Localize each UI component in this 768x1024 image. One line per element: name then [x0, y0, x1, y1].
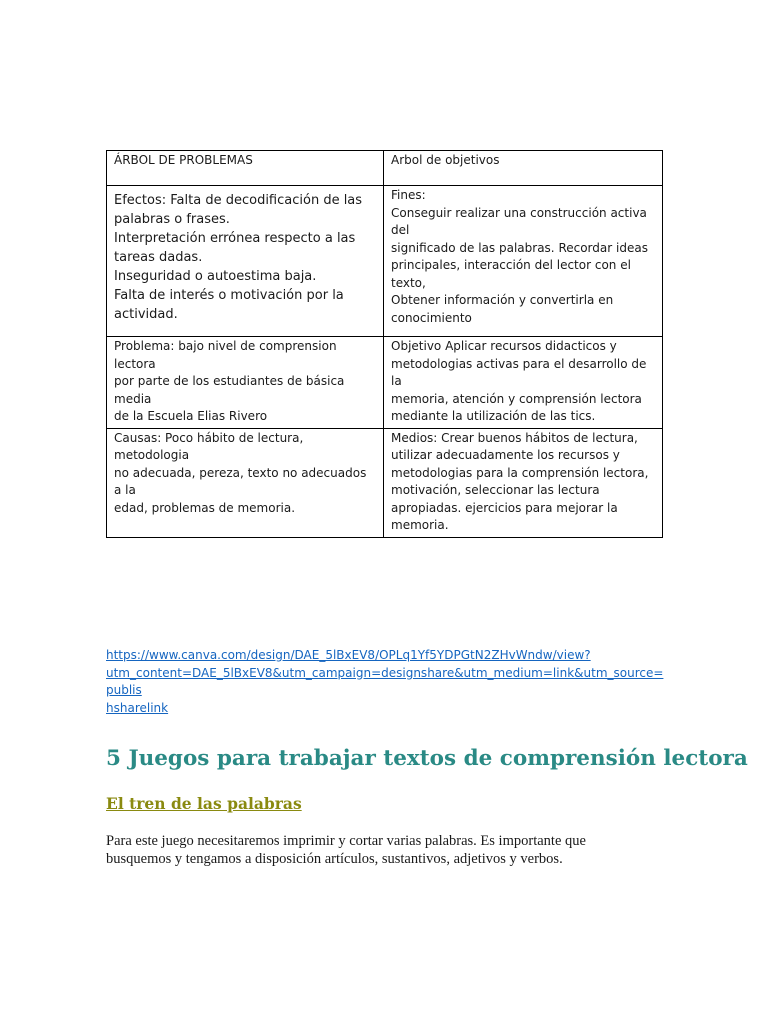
effects-line: Falta de interés o motivación por la [114, 288, 344, 303]
effects-line: Efectos: Falta de decodificación de las [114, 193, 363, 208]
table-row-causes [107, 428, 663, 537]
causes-line: edad, problemas de memoria. [114, 500, 296, 515]
header-cell-objectives: Arbol de objetivos [384, 151, 663, 186]
objective-line: metodologias activas para el desarrollo de la [391, 356, 647, 388]
ends-line: significado de las palabras. Recordar ideas [391, 240, 648, 255]
effects-line: Interpretación errónea respecto a las [114, 231, 356, 246]
canva-design-link[interactable] [106, 647, 666, 717]
section-heading: 5 Juegos para trabajar textos de comprensión lectora [106, 746, 748, 771]
ends-line: principales, interacción del lector con el texto, [391, 258, 631, 290]
effects-line: Inseguridad o autoestima baja. [114, 269, 317, 284]
paragraph-line: busquemos y tengamos a disposición artículos, sustantivos, adjetivos y verbos. [106, 851, 563, 867]
effects-cell [107, 186, 384, 337]
ends-line: Conseguir realizar una construcción activa del [391, 205, 647, 237]
problem-tree-table [106, 150, 663, 538]
problem-cell [107, 337, 384, 429]
table-row-effects [107, 186, 663, 337]
means-line: apropiadas. ejercicios para mejorar la [391, 500, 618, 515]
objective-line: memoria, atención y comprensión lectora [391, 391, 642, 406]
means-line: Medios: Crear buenos hábitos de lectura, [391, 430, 638, 445]
ends-cell [384, 186, 663, 337]
means-line: memoria. [391, 518, 449, 532]
ends-line: conocimiento [391, 310, 472, 325]
link-line[interactable]: https://www.canva.com/design/DAE_5lBxEV8/OPLq1Yf5YDPGtN2ZHvWndw/view? [106, 648, 591, 662]
causes-line: Causas: Poco hábito de lectura, metodologia [114, 430, 304, 462]
means-line: motivación, seleccionar las lectura [391, 483, 600, 497]
ends-line: Fines: [391, 188, 426, 202]
link-line[interactable]: utm_content=DAE_5lBxEV8&utm_campaign=designshare&utm_medium=link&utm_source=publis [106, 665, 664, 697]
table-row-header [107, 151, 663, 186]
means-line: utilizar adecuadamente los recursos y [391, 448, 620, 462]
paragraph-line: Para este juego necesitaremos imprimir y cortar varias palabras. Es importante que [106, 833, 586, 849]
effects-line: actividad. [114, 307, 178, 322]
ends-line: Obtener información y convertirla en [391, 293, 614, 307]
means-line: metodologias para la comprensión lectora, [391, 465, 649, 480]
problem-line: Problema: bajo nivel de comprension lectora [114, 339, 337, 371]
objective-line: mediante la utilización de las tics. [391, 409, 596, 423]
problem-line: de la Escuela Elias Rivero [114, 409, 268, 423]
causes-cell [107, 428, 384, 537]
body-paragraph [106, 832, 666, 868]
means-cell [384, 428, 663, 537]
effects-line: tareas dadas. [114, 250, 203, 265]
table-row-problem [107, 337, 663, 429]
objective-cell [384, 337, 663, 429]
causes-line: no adecuada, pereza, texto no adecuados a la [114, 465, 367, 497]
header-cell-problems: ÁRBOL DE PROBLEMAS [107, 151, 384, 186]
subsection-heading: El tren de las palabras [106, 794, 302, 813]
objective-line: Objetivo Aplicar recursos didacticos y [391, 339, 617, 353]
problem-line: por parte de los estudiantes de básica media [114, 374, 345, 406]
effects-line: palabras o frases. [114, 212, 230, 227]
link-line[interactable]: hsharelink [106, 700, 169, 715]
